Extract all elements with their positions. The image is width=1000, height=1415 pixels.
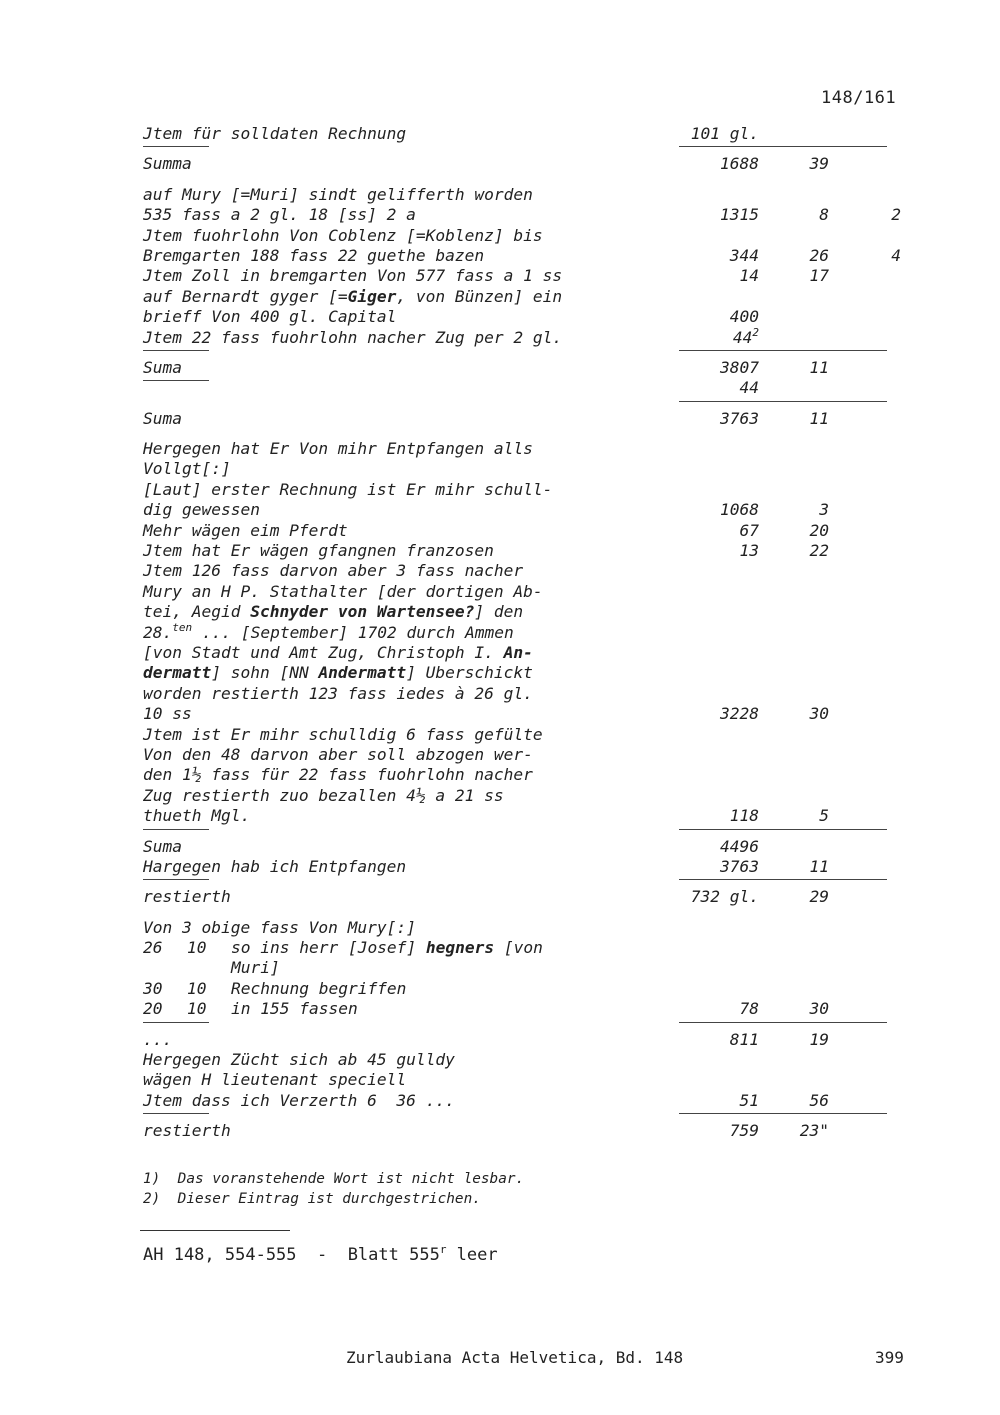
amount-gulden: 44	[739, 378, 759, 398]
entry-text: Jtem dass ich Verzerth 6 36 ...	[143, 1091, 679, 1111]
ledger-row	[143, 124, 903, 144]
amount-cells	[679, 378, 885, 398]
ledger-row	[143, 887, 903, 907]
ledger-row	[143, 765, 903, 785]
entry-text: Summa	[143, 154, 192, 174]
sub-amount-schilling: 10	[187, 978, 207, 998]
ledger-row	[143, 806, 903, 826]
ledger-row	[143, 643, 903, 663]
ledger-row	[143, 745, 903, 765]
amount-gulden: 3228	[720, 704, 759, 724]
amount-gulden: 4496	[720, 836, 759, 856]
footnote-2: 2) Dieser Eintrag ist durchgestrichen.	[143, 1190, 481, 1207]
amount-gulden: 732 gl.	[690, 887, 759, 907]
page-reference: 148/161	[821, 88, 897, 108]
entry-text: 20 10 in 155 fassen	[143, 999, 679, 1019]
name-emphasis: An-	[503, 642, 533, 662]
ledger-row	[143, 439, 903, 459]
entry-text: restierth	[143, 887, 231, 907]
ledger-row	[143, 582, 903, 602]
name-emphasis: hegners	[425, 938, 495, 958]
amount-schilling: 5	[819, 806, 829, 826]
entry-text: 28.$^{ten}$ ... [September] 1702 durch Ammen	[143, 620, 514, 642]
entry-text: Jtem Zoll in bremgarten Von 577 fass a 1 ss	[143, 266, 563, 286]
amount-gulden: 118	[729, 806, 759, 826]
amount-gulden: 1068	[720, 500, 759, 520]
entry-text: den 1½ fass für 22 fass fuohrlohn nacher	[143, 765, 533, 785]
amount-angster: 4	[891, 245, 901, 265]
ledger-row	[143, 409, 903, 429]
ledger-row	[143, 786, 903, 806]
amount-schilling: 19	[809, 1029, 829, 1049]
name-emphasis: Schnyder von Wartensee?	[250, 602, 475, 622]
amount-cells	[679, 999, 885, 1019]
ledger-row	[143, 561, 903, 581]
amount-cells	[679, 409, 885, 429]
ledger-row	[143, 663, 903, 683]
entry-text: Hergegen Zücht sich ab 45 gulldy	[143, 1050, 455, 1070]
amount-schilling: 56	[809, 1090, 829, 1110]
amount-gulden: 1315	[720, 205, 759, 225]
ordinal-superscript: ten	[172, 620, 193, 634]
entry-text: Bremgarten 188 fass 22 guethe bazen	[143, 245, 485, 265]
amount-gulden: 3763	[720, 856, 759, 876]
amount-gulden: 101 gl.	[690, 124, 759, 143]
amount-schilling: 17	[809, 266, 829, 286]
ledger-row	[143, 620, 903, 643]
amount-schilling: 26	[809, 245, 829, 265]
amount-cells	[679, 806, 885, 826]
amount-cells	[679, 358, 885, 378]
amount-schilling: 30	[809, 999, 829, 1019]
amount-cells	[679, 205, 901, 225]
name-emphasis: dermatt	[143, 663, 212, 683]
amount-schilling: 30	[809, 704, 829, 724]
footer-page-number: 399	[875, 1348, 904, 1367]
ledger-row	[143, 205, 903, 225]
amount-schilling: 11	[809, 357, 829, 377]
entry-text: Jtem 22 fass fuohrlohn nacher Zug per 2 gl.	[143, 328, 679, 348]
amount-cells	[679, 1091, 885, 1111]
entry-text: auf Mury [=Muri] sindt gelifferth worden	[143, 184, 533, 204]
entry-text: restierth	[143, 1121, 231, 1141]
amount-schilling: 3	[819, 500, 829, 520]
ledger-row	[143, 325, 903, 348]
footnote-1: 1) Das voranstehende Wort ist nicht lesbar.	[143, 1171, 525, 1187]
ledger-row	[143, 541, 903, 561]
amount-gulden: 3763	[720, 408, 759, 428]
ledger-row	[143, 602, 903, 622]
amount-schilling: 39	[809, 154, 829, 174]
ledger-row	[143, 704, 903, 724]
ledger-row	[143, 480, 903, 500]
entry-text: brieff Von 400 gl. Capital	[143, 307, 397, 327]
amount-cells	[679, 857, 885, 877]
entry-text: auf Bernardt gyger [=Giger, von Bünzen] ein	[143, 286, 563, 306]
ledger-row	[143, 246, 903, 266]
amount-cells	[679, 500, 885, 520]
entry-text: dermatt] sohn [NN Andermatt] Uberschickt	[143, 663, 533, 683]
amount-schilling: 22	[809, 541, 829, 561]
amount-cells	[679, 704, 885, 724]
entry-text: 10 ss	[143, 704, 192, 724]
amount-cells	[679, 887, 885, 907]
sub-amount-schilling: 10	[187, 999, 207, 1019]
footnote-marker: 2	[752, 325, 759, 339]
amount-gulden: 51	[739, 1090, 759, 1110]
ledger-row	[143, 1091, 903, 1111]
entry-text: Suma	[143, 408, 182, 428]
entry-text: Jtem für solldaten Rechnung	[143, 124, 679, 144]
amount-angster: 2	[891, 205, 901, 225]
entry-text: Jtem hat Er wägen gfangnen franzosen	[143, 541, 494, 561]
amount-schilling: 20	[809, 520, 829, 540]
entry-text: 535 fass a 2 gl. 18 [ss] 2 a	[143, 205, 416, 225]
amount-cells	[679, 521, 885, 541]
ledger-row	[143, 857, 903, 877]
amount-gulden: 759	[729, 1121, 759, 1141]
ledger-row	[143, 287, 903, 307]
ledger-row	[143, 1030, 903, 1050]
entry-text: tei, Aegid Schnyder von Wartensee?] den	[143, 602, 524, 622]
ledger-row	[143, 358, 903, 378]
ledger-row	[143, 979, 903, 999]
ledger-row	[143, 307, 903, 327]
entry-text: Vollgt[:]	[143, 459, 231, 479]
entry-text: [Laut] erster Rechnung ist Er mihr schull-	[143, 479, 553, 499]
amount-gulden: 400	[729, 307, 759, 327]
entry-text: Hargegen hab ich Entpfangen	[143, 857, 679, 877]
amount-gulden: 13	[739, 541, 759, 561]
ledger-row	[143, 725, 903, 745]
entry-text: [von Stadt und Amt Zug, Christoph I. An-	[143, 642, 533, 662]
amount-cells	[679, 1121, 885, 1141]
amount-cells	[679, 325, 885, 348]
entry-text: Mehr wägen eim Pferdt	[143, 520, 348, 540]
ledger-row	[143, 266, 903, 286]
entry-text: 26 10 so ins herr [Josef] hegners [von	[143, 938, 543, 958]
ledger-row	[143, 1050, 903, 1070]
amount-gulden: 78	[739, 999, 759, 1019]
entry-text: Jtem fuohrlohn Von Coblenz [=Koblenz] bis	[143, 225, 543, 245]
ledger-row	[143, 154, 903, 174]
amount-cells	[679, 1030, 885, 1050]
ledger-row	[143, 500, 903, 520]
amount-gulden: $44^2$	[732, 325, 759, 347]
entry-text: Von 3 obige fass Von Mury[:]	[143, 917, 416, 937]
sub-amount-gulden: 26	[143, 938, 163, 958]
entry-text: dig gewessen	[143, 500, 260, 520]
amount-gulden: 344	[729, 245, 759, 265]
amount-cells	[679, 245, 901, 266]
amount-schilling: 23"	[799, 1121, 829, 1141]
amount-cells	[679, 307, 885, 327]
name-emphasis: Andermatt	[318, 663, 407, 683]
footer-title: Zurlaubiana Acta Helvetica, Bd. 148	[346, 1348, 684, 1367]
ledger	[143, 124, 903, 1142]
ledger-row	[143, 226, 903, 246]
ledger-row	[143, 938, 903, 958]
footnotes	[143, 1170, 524, 1209]
ledger-row	[143, 837, 903, 857]
ledger-row	[143, 185, 903, 205]
amount-gulden: 3807	[720, 357, 759, 377]
ledger-row	[143, 459, 903, 479]
amount-gulden: 14	[739, 266, 759, 286]
sub-amount-gulden: 30	[143, 978, 163, 998]
entry-text: Jtem 126 fass darvon aber 3 fass nacher	[143, 561, 524, 581]
entry-text: 30 10 Rechnung begriffen	[143, 978, 407, 998]
entry-text: Suma	[143, 836, 182, 856]
sub-amount-gulden: 20	[143, 999, 163, 1019]
name-emphasis: Giger	[347, 286, 397, 306]
ledger-row	[143, 1070, 903, 1090]
sub-amount-schilling: 10	[187, 938, 207, 958]
recto-superscript: r	[439, 1243, 447, 1256]
entry-text: Zug restierth zuo bezallen 4½ a 21 ss	[143, 785, 504, 805]
amount-schilling: 8	[819, 205, 829, 225]
entry-text: thueth Mgl.	[143, 806, 679, 826]
entry-text: Mury an H P. Stathalter [der dortigen Ab-	[143, 581, 543, 601]
amount-schilling: 29	[809, 887, 829, 907]
ledger-row	[143, 684, 903, 704]
entry-text: Von den 48 darvon aber soll abzogen wer-	[143, 744, 533, 764]
entry-text: Jtem ist Er mihr schulldig 6 fass gefülte	[143, 724, 543, 744]
entry-text: Hergegen hat Er Von mihr Entpfangen alls	[143, 439, 533, 459]
amount-gulden: 1688	[720, 154, 759, 174]
ledger-row	[143, 999, 903, 1019]
source-note: AH 148, 554-555 - Blatt 555$^r$ leer	[143, 1243, 498, 1265]
amount-gulden: 811	[729, 1029, 759, 1049]
ledger-row	[143, 958, 903, 978]
amount-cells	[679, 541, 885, 561]
amount-cells	[679, 154, 885, 174]
entry-text: worden restierth 123 fass iedes à 26 gl.	[143, 683, 533, 703]
amount-cells	[679, 266, 885, 286]
entry-text: wägen H lieutenant speciell	[143, 1070, 407, 1090]
ledger-row	[143, 521, 903, 541]
ledger-row	[143, 918, 903, 938]
entry-text: Suma	[143, 357, 182, 377]
ledger-row	[143, 378, 903, 398]
footnote-divider	[140, 1230, 290, 1231]
entry-text: ...	[143, 1029, 173, 1049]
amount-gulden: 67	[739, 520, 759, 540]
amount-schilling: 11	[809, 408, 829, 428]
amount-cells	[679, 837, 885, 857]
ledger-row	[143, 1121, 903, 1141]
amount-cells	[679, 124, 885, 144]
entry-text: Muri]	[231, 958, 280, 978]
amount-schilling: 11	[809, 856, 829, 876]
